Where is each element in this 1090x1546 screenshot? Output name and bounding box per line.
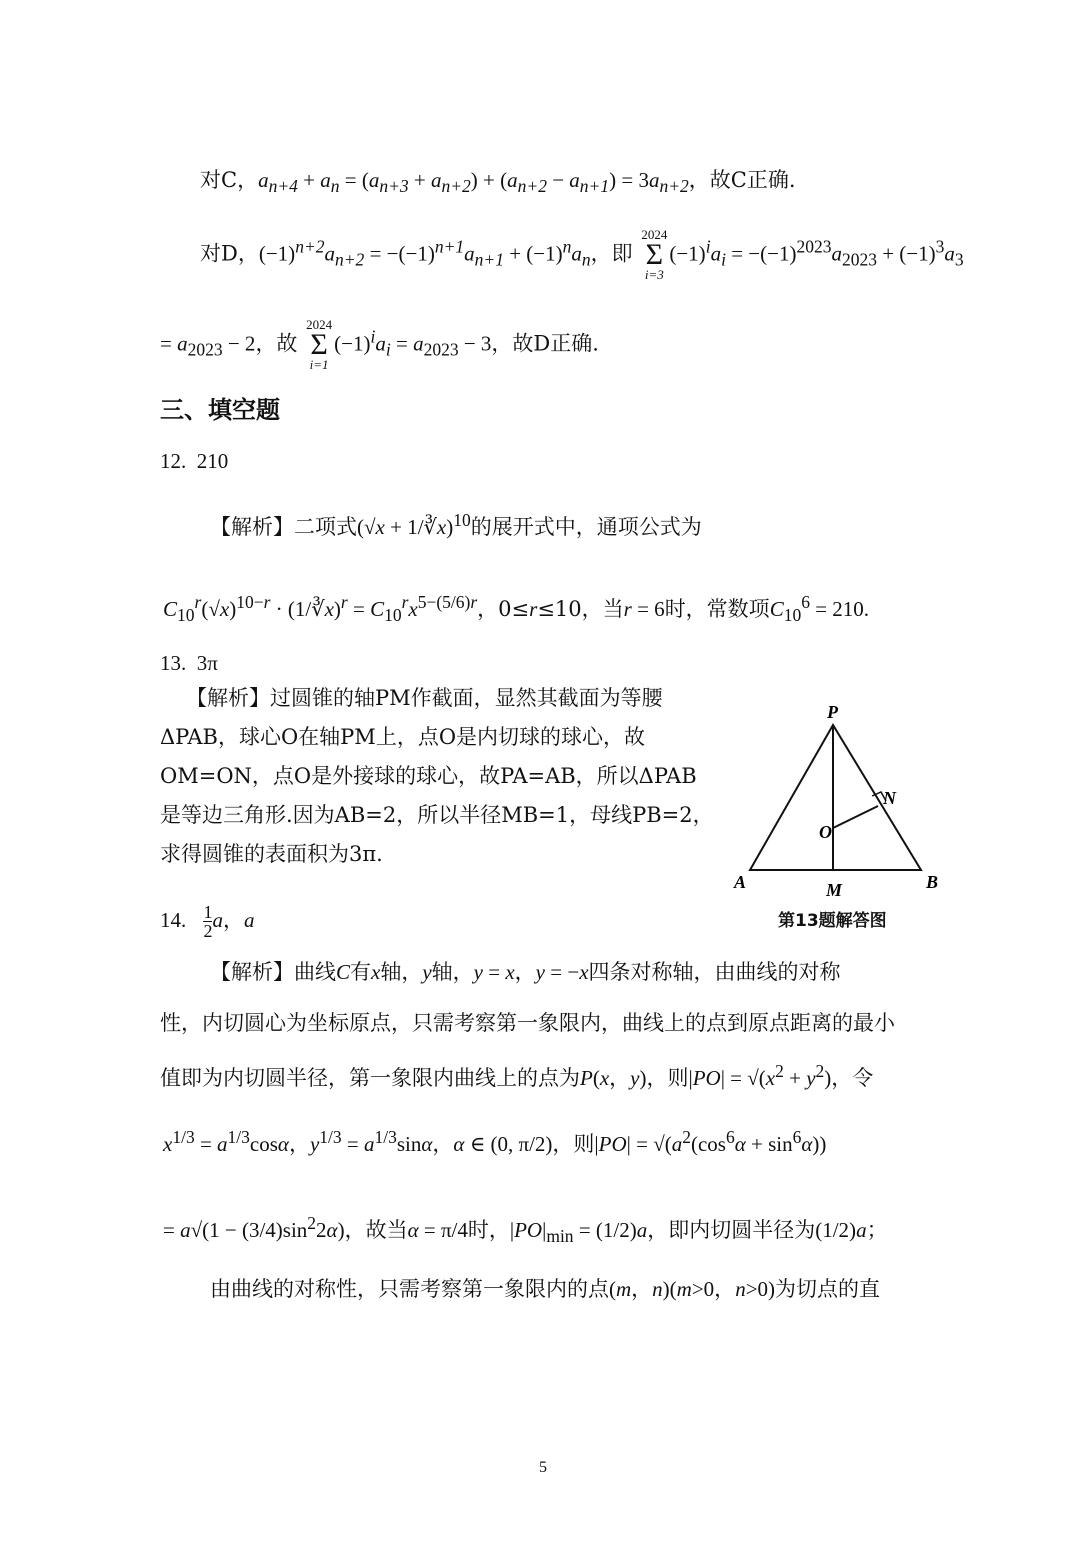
item-d-line: 对D，$(-1)^{n+2}a_{n+2} = -(-1)^{n+1}a_{n+1} + (-1)^na_n$，即 2024 Σ i=3 $(-1)^ia_i = -(-1)^{2023}a_{2023} + (-1)^3a_3$ [200, 227, 964, 282]
q13-analysis-line-5: 求得圆锥的表面积为3π. [160, 842, 383, 866]
q14-answer: 14. $\frac{1}{2}$ a，a [160, 902, 255, 941]
item-c-line: 对C，$a_{n+4} + a_n = (a_{n+3} + a_{n+2}) + (a_{n+2} - a_{n+1}) = 3a_{n+2}$，故C正确. [200, 168, 796, 197]
q14-analysis-line-6: 由曲线的对称性，只需考察第一象限内的点(m，n)(m>0，n>0)为切点的直 [210, 1277, 881, 1301]
figure-caption: 第13题解答图 [778, 911, 887, 931]
label-p: P [827, 702, 838, 722]
q13-analysis-line-4: 是等边三角形.因为AB=2，所以半径MB=1，母线PB=2， [160, 803, 714, 827]
q13-analysis-line-1: 【解析】过圆锥的轴PM作截面，显然其截面为等腰 [186, 686, 663, 710]
q13-analysis-line-2: ΔPAB，球心O在轴PM上，点O是内切球的球心，故 [160, 725, 646, 749]
label-b: B [926, 872, 939, 892]
q14-analysis-line-5: = $a√(1 - (3/4)\sin^22\alpha)$，故当α = π/4时，$|PO|_{min} = (1/2)a$，即内切圆半径为(1/2)a； [163, 1213, 888, 1247]
q13-analysis-line-3: OM=ON，点O是外接球的球心，故PA=AB，所以ΔPAB [160, 764, 697, 788]
page-number: 5 [539, 1459, 547, 1476]
q14-analysis-line-2: 性，内切圆心为坐标原点，只需考察第一象限内，曲线上的点到原点距离的最小 [160, 1011, 895, 1035]
q12-answer: 12. 210 [160, 449, 229, 473]
label-a: A [734, 872, 747, 892]
q12-analysis-line-1: 【解析】二项式(√x + 1/∛x)$^{10}$的展开式中，通项公式为 [210, 510, 702, 539]
segment-on [833, 806, 878, 828]
q12-analysis-line-2: $C_{10}^r(√x)^{10-r}$ · (1/∛x)$^r$ = $C_{10}^rx^{5-(5/6)r}$，0≤r≤10，当r = 6时，常数项$C_{10}^6 = 210$. [163, 592, 870, 626]
cone-cross-section-diagram [728, 700, 958, 910]
label-o: O [819, 822, 832, 842]
label-m: M [826, 880, 843, 900]
q14-analysis-line-4: $x^{1/3} = a^{1/3}\cos\alpha$，$y^{1/3} = a^{1/3}\sin\alpha$，α ∈ (0, π/2)，则$|PO| = √(a^2(\cos^6\alpha + \sin^6\alpha))$ [163, 1127, 827, 1156]
item-d-continued: = $a_{2023} - 2$，故 2024 Σ i=1 $(-1)^ia_i = a_{2023} - 3$，故D正确. [160, 317, 599, 372]
section-title: 三、填空题 [160, 395, 280, 424]
q14-analysis-line-3: 值即为内切圆半径，第一象限内曲线上的点为P(x，y)，则$|PO| = √(x^2 + y^2)$，令 [160, 1061, 874, 1090]
q14-analysis-line-1: 【解析】曲线C有x轴，y轴，y = x，y = −x四条对称轴，由曲线的对称 [210, 960, 841, 984]
label-n: N [883, 788, 896, 808]
q13-answer: 13. 3π [160, 651, 218, 675]
